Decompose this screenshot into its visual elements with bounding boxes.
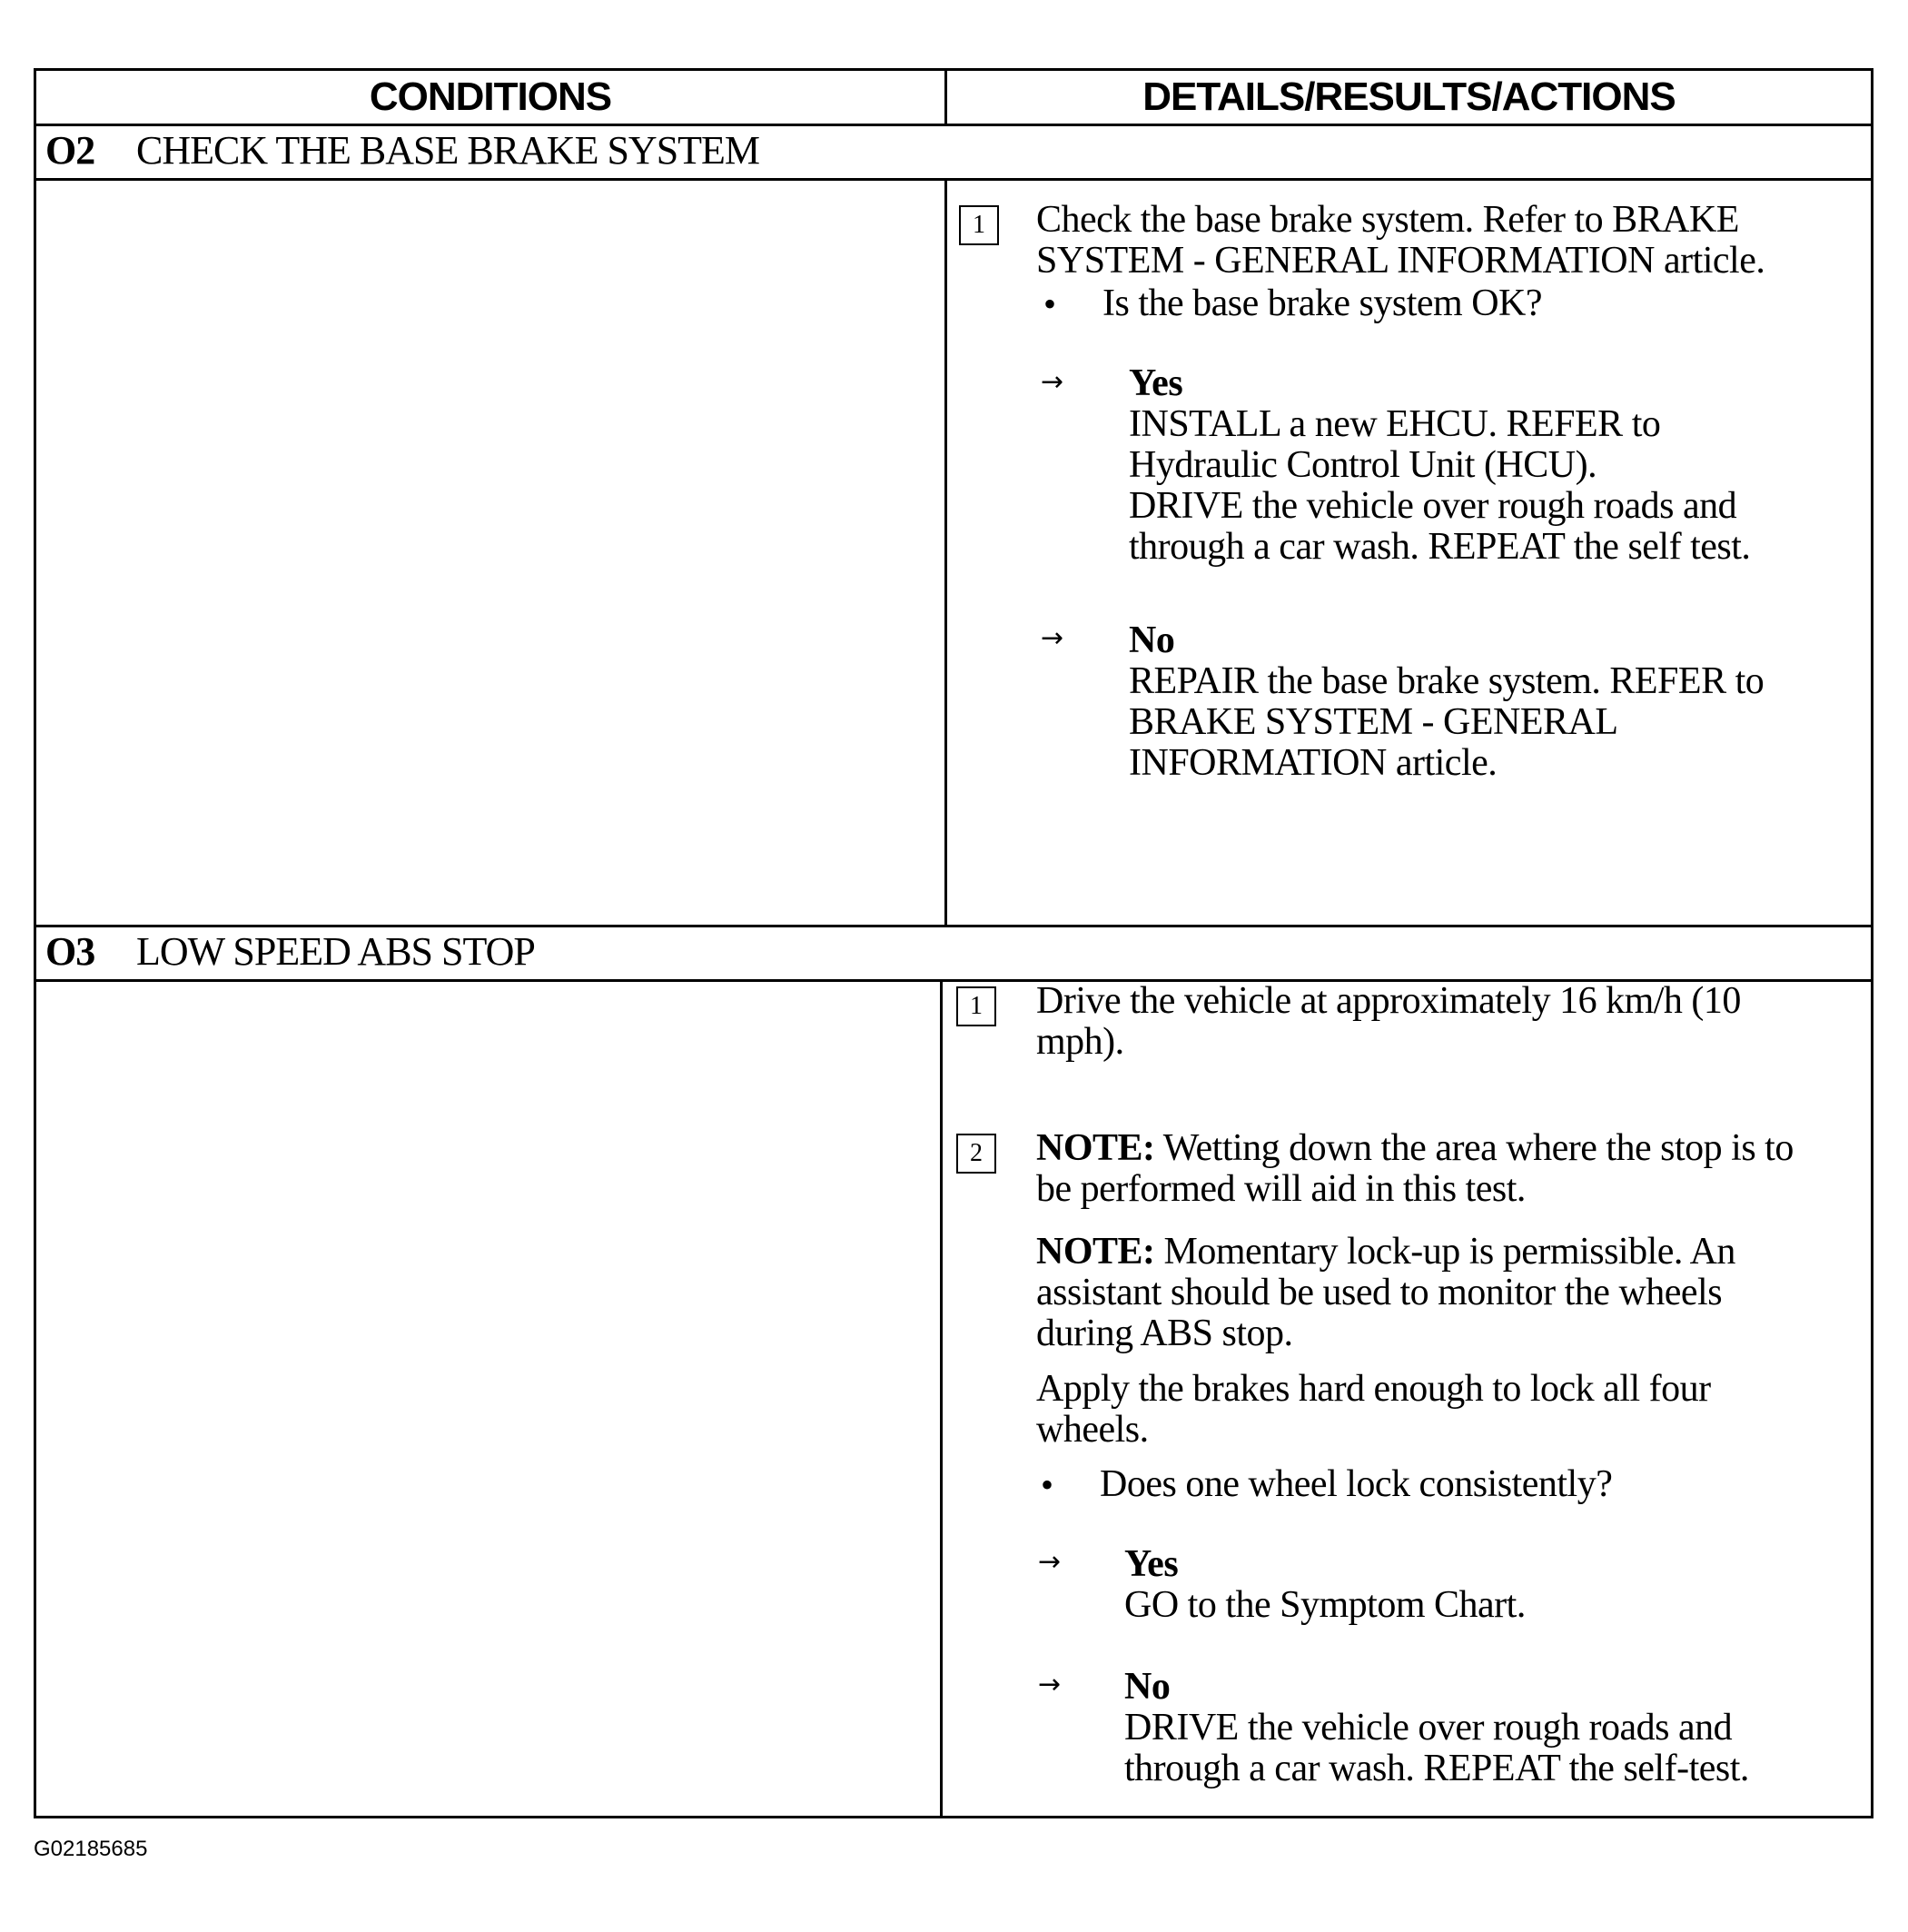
header-conditions: CONDITIONS bbox=[369, 74, 612, 119]
result-line: DRIVE the vehicle over rough roads and bbox=[1124, 1707, 1733, 1749]
result-line: BRAKE SYSTEM - GENERAL bbox=[1129, 701, 1618, 743]
note-label: NOTE: bbox=[1036, 1231, 1155, 1273]
bullet-icon: • bbox=[1041, 1464, 1054, 1505]
note-text: Momentary lock-up is permissible. An bbox=[1154, 1231, 1735, 1273]
arrow-right-icon: → bbox=[1038, 1669, 1062, 1700]
result-line: INFORMATION article. bbox=[1129, 742, 1498, 784]
bullet-icon: • bbox=[1043, 283, 1057, 324]
header-details: DETAILS/RESULTS/ACTIONS bbox=[1142, 74, 1676, 119]
column-divider bbox=[944, 181, 947, 927]
figure-code: G02185685 bbox=[34, 1837, 148, 1861]
section-end-rule bbox=[36, 925, 1871, 927]
result-line: DRIVE the vehicle over rough roads and bbox=[1129, 485, 1737, 527]
arrow-right-icon: → bbox=[1041, 622, 1064, 654]
yes-label: Yes bbox=[1129, 362, 1183, 404]
note-block bbox=[1036, 1232, 1735, 1354]
header-rule bbox=[36, 124, 1871, 126]
yes-label: Yes bbox=[1124, 1543, 1179, 1585]
result-line: GO to the Symptom Chart. bbox=[1124, 1584, 1526, 1626]
step-number-box: 2 bbox=[956, 1134, 996, 1174]
note-line: assistant should be used to monitor the wheels bbox=[1036, 1272, 1723, 1313]
result-line: through a car wash. REPEAT the self-test. bbox=[1124, 1748, 1749, 1789]
note-line: be performed will aid in this test. bbox=[1036, 1168, 1526, 1210]
diagnostic-table bbox=[34, 68, 1873, 1818]
section-title: CHECK THE BASE BRAKE SYSTEM bbox=[136, 128, 760, 173]
instruction-line: mph). bbox=[1036, 1021, 1124, 1063]
instruction-line: Drive the vehicle at approximately 16 km/h (10 bbox=[1036, 980, 1741, 1022]
instruction-line: Check the base brake system. Refer to BRAKE bbox=[1036, 199, 1739, 241]
section-number: O2 bbox=[45, 128, 95, 173]
note-line: during ABS stop. bbox=[1036, 1313, 1293, 1354]
result-line: INSTALL a new EHCU. REFER to bbox=[1129, 403, 1661, 445]
step-instruction bbox=[1036, 981, 1741, 1063]
no-result bbox=[1129, 620, 1764, 784]
instruction-line: Apply the brakes hard enough to lock all four bbox=[1036, 1368, 1711, 1410]
note-text: Wetting down the area where the stop is to bbox=[1154, 1127, 1794, 1169]
step-instruction bbox=[1036, 1369, 1711, 1451]
instruction-line: wheels. bbox=[1036, 1409, 1149, 1451]
yes-result bbox=[1124, 1544, 1526, 1626]
yes-result bbox=[1129, 363, 1750, 568]
section-title-o2 bbox=[45, 127, 759, 173]
note-line bbox=[1036, 1232, 1735, 1273]
section-number: O3 bbox=[45, 929, 95, 974]
arrow-right-icon: → bbox=[1038, 1546, 1062, 1578]
arrow-right-icon: → bbox=[1041, 366, 1064, 398]
no-result bbox=[1124, 1667, 1749, 1789]
question-text: Is the base brake system OK? bbox=[1102, 282, 1543, 324]
result-line: REPAIR the base brake system. REFER to bbox=[1129, 660, 1765, 702]
section-title: LOW SPEED ABS STOP bbox=[136, 929, 535, 974]
result-line: through a car wash. REPEAT the self test. bbox=[1129, 526, 1751, 568]
section-title-o3 bbox=[45, 928, 535, 975]
section-title-rule bbox=[36, 178, 1871, 181]
step-number-box: 1 bbox=[959, 205, 999, 245]
note-label: NOTE: bbox=[1036, 1127, 1155, 1169]
no-label: No bbox=[1129, 619, 1175, 661]
note-block bbox=[1036, 1128, 1794, 1210]
instruction-line: SYSTEM - GENERAL INFORMATION article. bbox=[1036, 240, 1765, 282]
result-line: Hydraulic Control Unit (HCU). bbox=[1129, 444, 1597, 486]
step-number-box: 1 bbox=[956, 986, 996, 1026]
question-text: Does one wheel lock consistently? bbox=[1100, 1463, 1613, 1505]
step-instruction bbox=[1036, 200, 1765, 282]
note-line bbox=[1036, 1128, 1794, 1169]
column-divider bbox=[940, 982, 943, 1816]
no-label: No bbox=[1124, 1666, 1171, 1708]
